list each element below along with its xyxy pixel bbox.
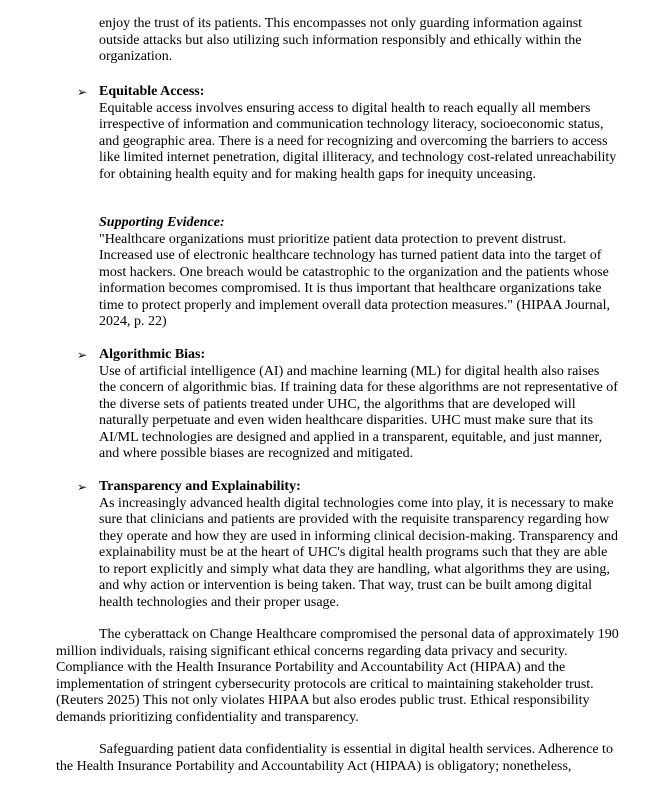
section-body: As increasingly advanced health digital technologies come into play, it is necessary to make sure that clinicians and patients are provided with the requisite transparency regarding how they operate and how they are used in informing clinical decision-making. Transparency and explainability must be at the heart of UHC's digital health programs such that they are able to report explicitly and simply what data they are handling, what algorithms they are using, and why action or intervention is being taken. That way, trust can be built among digital health technologies and their proper usage. (99, 495, 619, 610)
section-transparency (99, 479, 619, 611)
section-algorithmic-bias (99, 347, 619, 463)
evidence-heading: Supporting Evidence: (99, 215, 225, 230)
arrow-bullet-icon: ➢ (77, 85, 88, 99)
arrow-bullet-icon: ➢ (77, 480, 88, 494)
supporting-evidence (99, 215, 619, 331)
section-heading: Algorithmic Bias: (99, 347, 206, 362)
intro-paragraph-tail: enjoy the trust of its patients. This encompasses not only guarding information against outside attacks but also utilizing such information responsibly and ethically within the organization. (99, 16, 583, 64)
body-paragraph-safeguarding: Safeguarding patient data confidentiality is essential in digital health services. Adherence to the Health Insurance Portability and Accountability Act (HIPAA) is obligatory; nonetheless, (56, 742, 613, 774)
section-heading: Transparency and Explainability: (99, 479, 301, 494)
section-body: Equitable access involves ensuring access to digital health to reach equally all members irrespective of information and communication technology literacy, socioeconomic status, and geographic area. There is a need for recognizing and overcoming the barriers to access like limited internet penetration, digital illiteracy, and technology cost-related unreachability for obtaining health equity and for making health gaps for inequity unceasing. (99, 100, 617, 182)
arrow-bullet-icon: ➢ (77, 348, 88, 362)
body-paragraph-cyberattack: The cyberattack on Change Healthcare compromised the personal data of approximately 190 million individuals, raising significant ethical concerns regarding data privacy and security. Compliance with the Health Insurance Portability and Accountability Act (HIPAA) and the implementation of stringent cybersecurity protocols are critical to maintaining stakeholder trust. (Reuters 2025) This not only violates HIPAA but also erodes public trust. Ethical responsibility demands prioritizing confidentiality and transparency. (56, 627, 619, 725)
section-body: Use of artificial intelligence (AI) and machine learning (ML) for digital health also raises the concern of algorithmic bias. If training data for these algorithms are not representative of the diverse sets of patients treated under UHC, the algorithms that are developed will naturally perpetuate and even widen healthcare disparities. UHC must make sure that its AI/ML technologies are designed and applied in a transparent, equitable, and just manner, and where possible biases are recognized and mitigated. (99, 363, 618, 461)
section-heading: Equitable Access: (99, 84, 205, 99)
section-equitable-access (99, 84, 619, 183)
evidence-quote: "Healthcare organizations must prioritize patient data protection to prevent distrust. Increased use of electronic healthcare technology has turned patient data into the target of most hackers. One breach would be catastrophic to the organization and the patients whose information becomes compromised. It is thus important that healthcare organizations take time to protect properly and implement overall data protection measures." (HIPAA Journal, 2024, p. 22) (99, 231, 611, 329)
